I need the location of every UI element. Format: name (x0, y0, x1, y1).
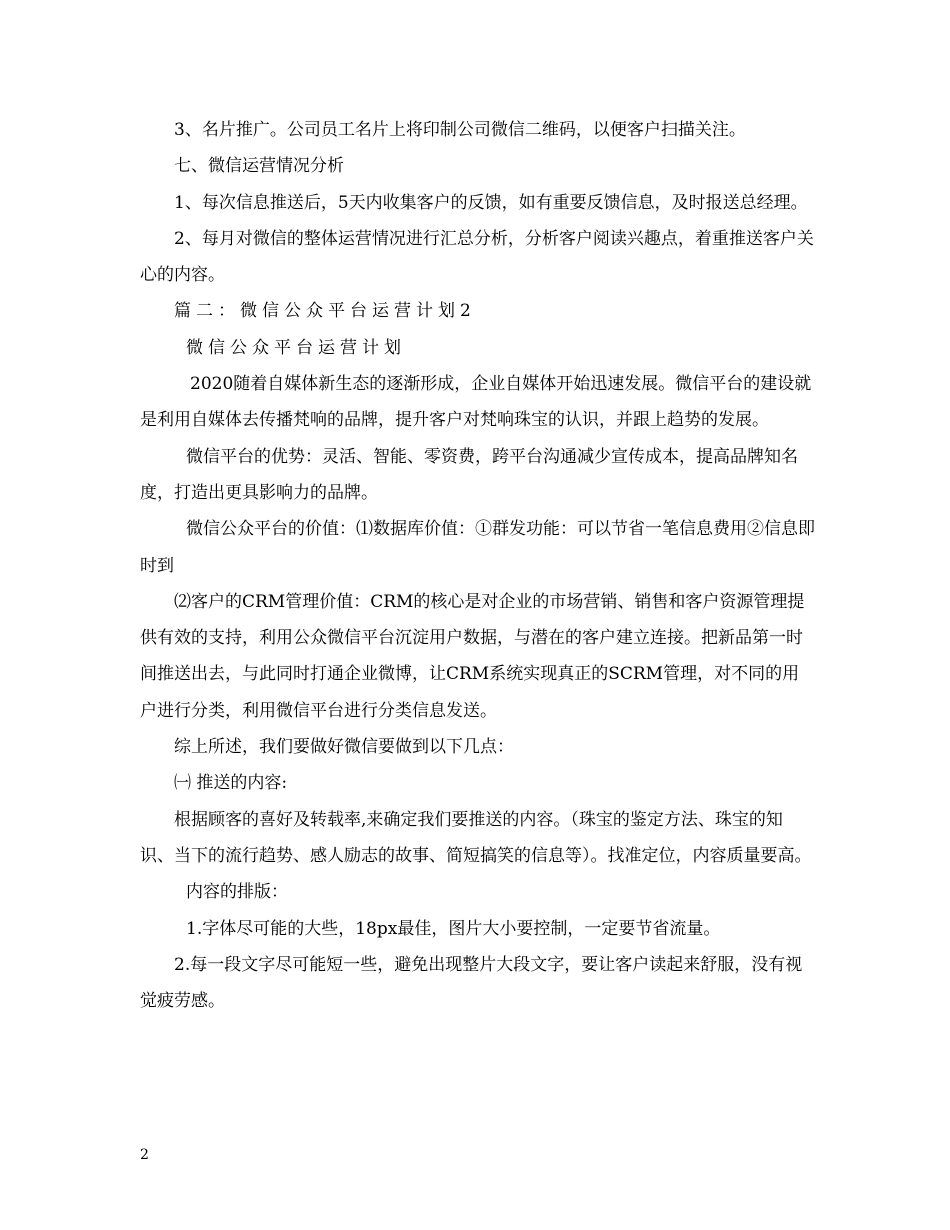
paragraph-intro: 2020随着自媒体新生态的逐渐形成，企业自媒体开始迅速发展。微信平台的建设就是利用自媒体去传播梵响的品牌，提升客户对梵响珠宝的认识，并跟上趋势的发展。 (140, 374, 812, 431)
page-number: 2 (140, 1147, 149, 1163)
paragraph-content-choice: 根据顾客的喜好及转载率,来确定我们要推送的内容。（珠宝的鉴定方法、珠宝的知识、当下的流行趋势、感人励志的故事、简短搞笑的信息等）。找准定位，内容质量要高。 (140, 809, 812, 866)
paragraph-monthly-analysis: 2、每月对微信的整体运营情况进行汇总分析，分析客户阅读兴趣点，着重推送客户关心的内容。 (140, 228, 814, 286)
paragraph-summary: 综上所述，我们要做好微信要做到以下几点： (174, 737, 514, 758)
paragraph-advantages: 微信平台的优势：灵活、智能、零资费，跨平台沟通减少宣传成本，提高品牌知名度，打造出更具影响力的品牌。 (140, 446, 798, 503)
paragraph-card-promotion: 3、名片推广。公司员工名片上将印制公司微信二维码，以便客户扫描关注。 (174, 120, 746, 140)
paragraph-feedback: 1、每次信息推送后，5天内收集客户的反馈，如有重要反馈信息，及时报送总经理。 (174, 192, 808, 213)
list-item-font-size: 1.字体尽可能的大些，18px最佳，图片大小要控制，一定要节省流量。 (186, 918, 721, 939)
chapter-heading: 篇二：微信公众平台运营计划2 (174, 301, 476, 322)
paragraph-crm: ⑵客户的CRM管理价值：CRM的核心是对企业的市场营销、销售和客户资源管理提供有效的支持，利用公众微信平台沉淀用户数据，与潜在的客户建立连接。把新品第一时间推送出去，与此同时打通企业微博，让CRM系统实现真正的SCRM管理，对不同的用户进行分类，利用微信平台进行分类信息发送。 (140, 591, 805, 721)
document-title: 微信公众平台运营计划 (186, 337, 406, 358)
page-body (140, 112, 815, 1019)
subheading-push-content: ㈠ 推送的内容: (174, 773, 288, 794)
paragraph-value: 微信公众平台的价值：⑴数据库价值：①群发功能：可以节省一笔信息费用②信息即时到 (140, 519, 815, 576)
list-item-short-paragraphs: 2.每一段文字尽可能短一些，避免出现整片大段文字，要让客户读起来舒服，没有视觉疲劳感。 (140, 954, 803, 1012)
section-heading-analysis: 七、微信运营情况分析 (174, 156, 344, 177)
subheading-layout: 内容的排版： (186, 882, 288, 903)
